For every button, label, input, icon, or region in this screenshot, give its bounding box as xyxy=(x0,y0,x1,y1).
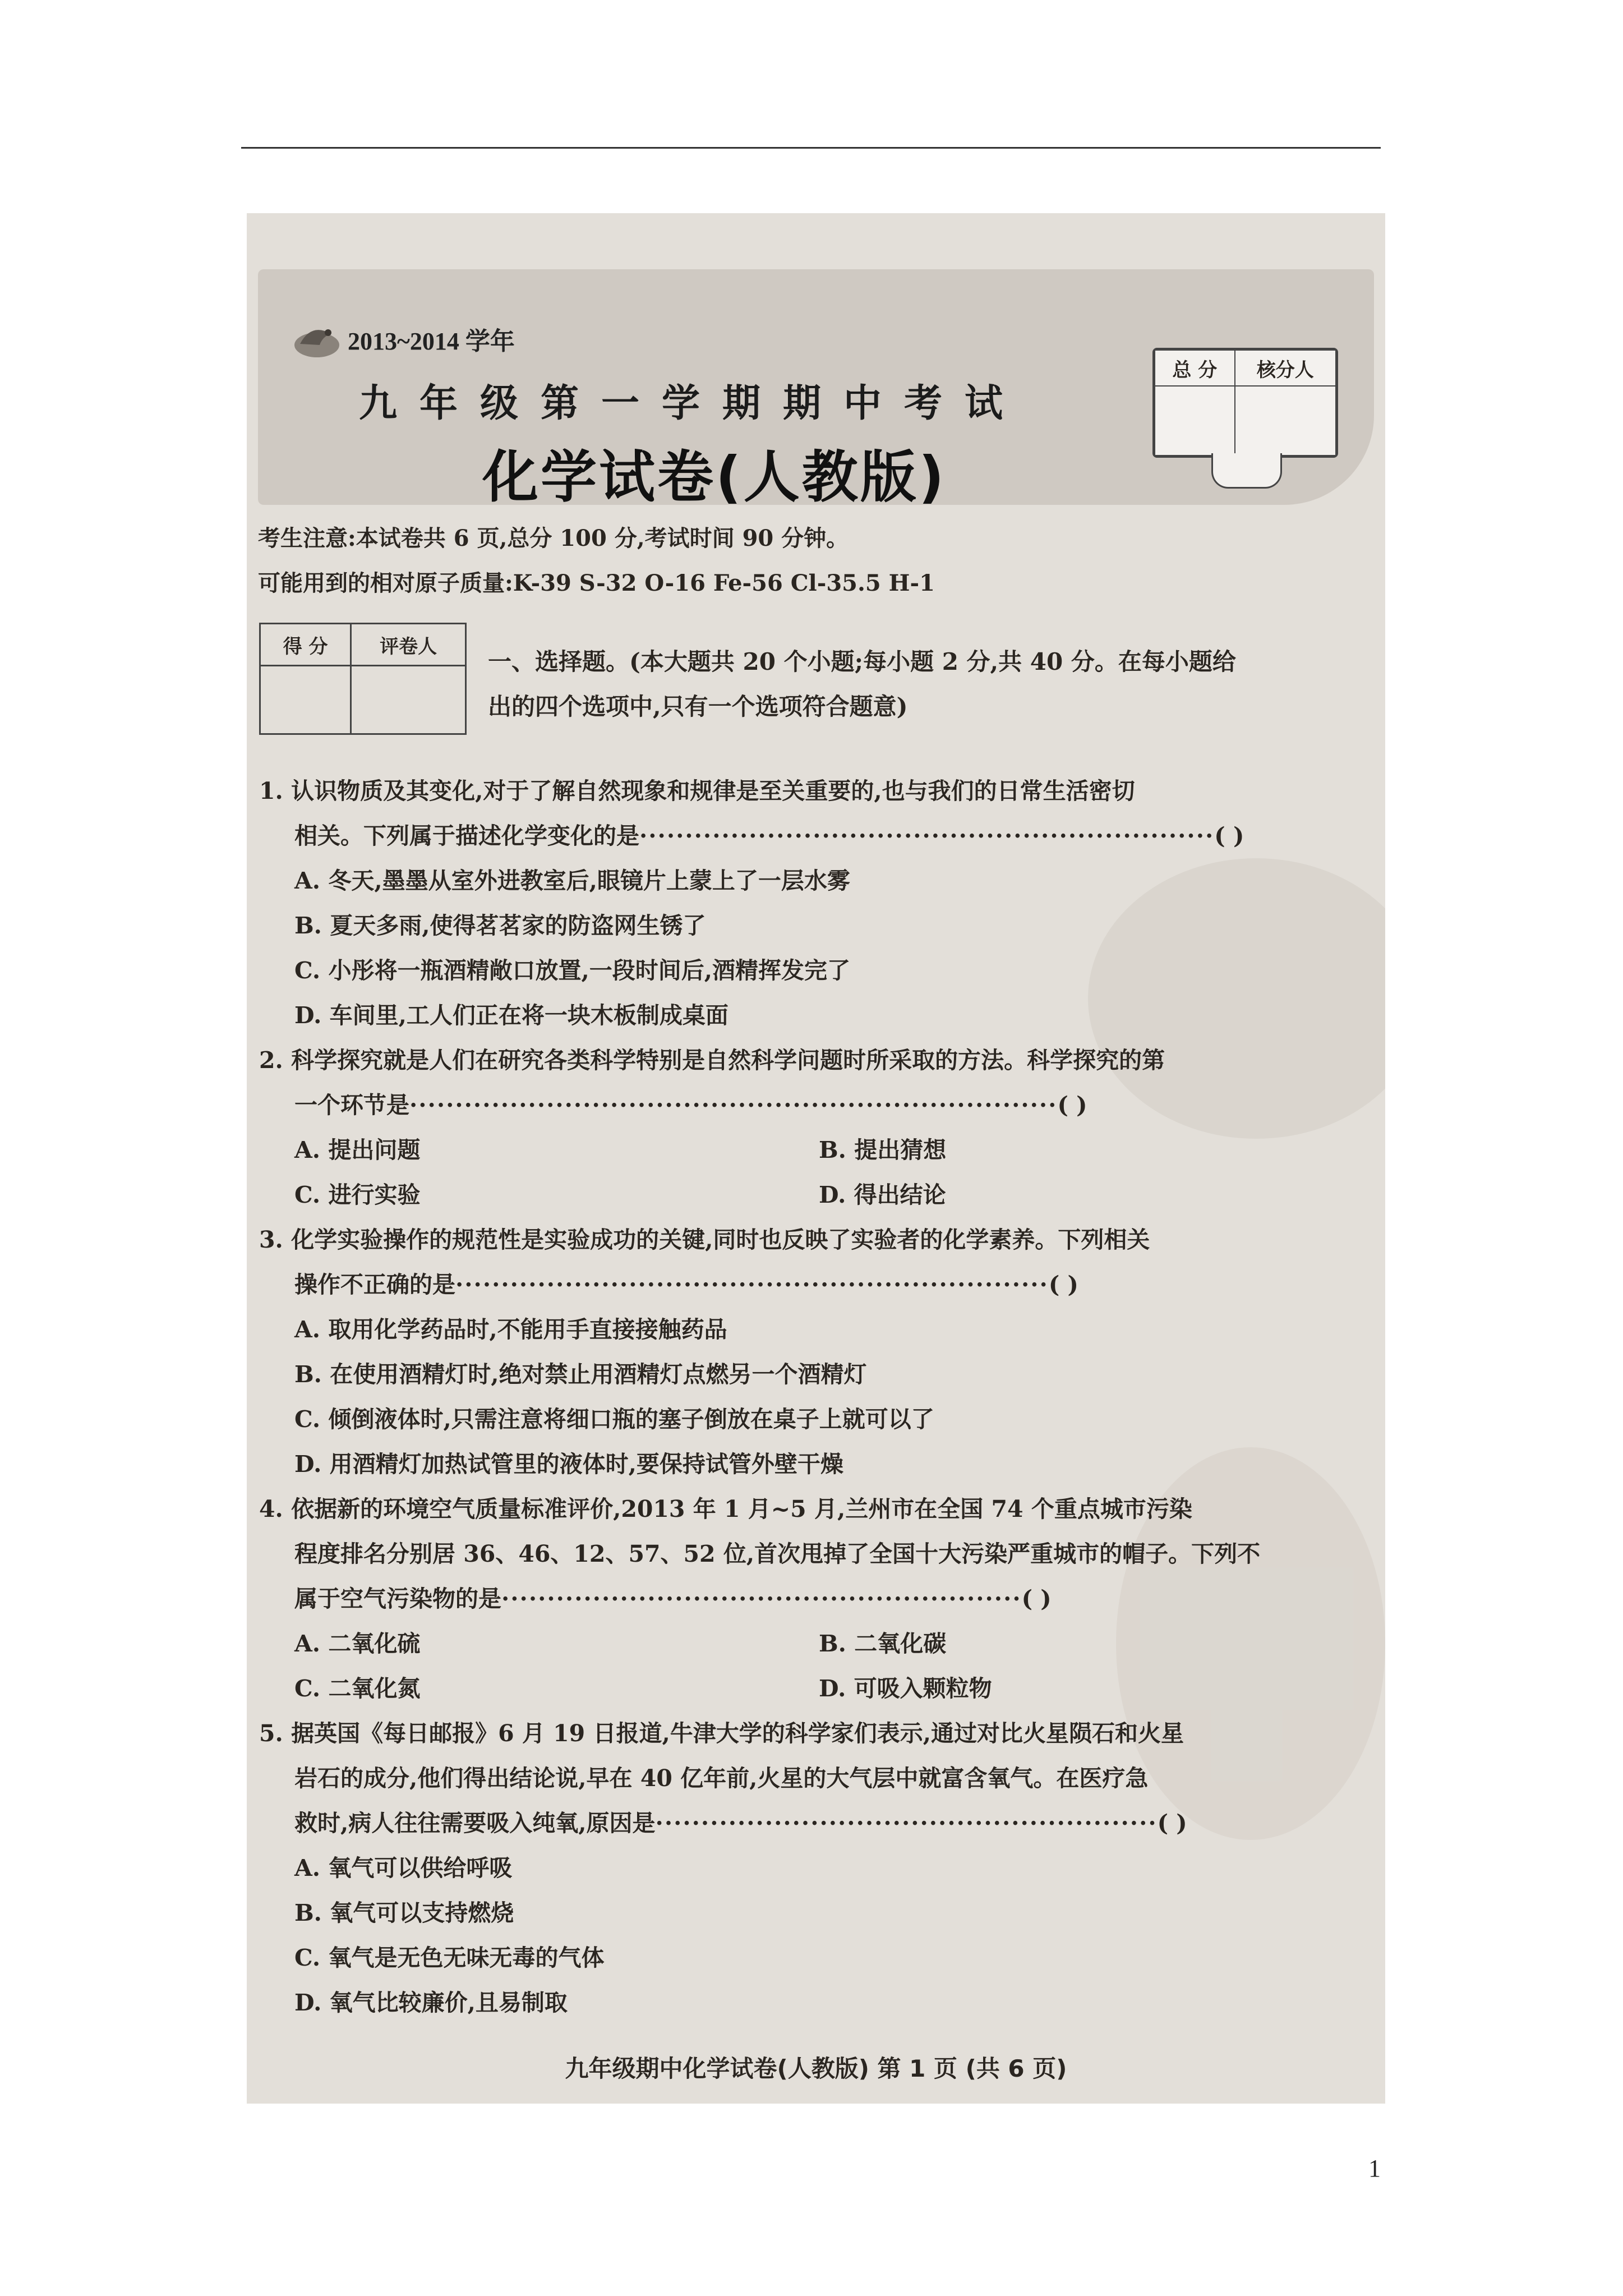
grader-label: 评卷人 xyxy=(351,624,466,666)
q3-option-a: A. 取用化学药品时,不能用手直接接触药品 xyxy=(294,1316,727,1343)
q2-option-d: D. 得出结论 xyxy=(819,1181,946,1208)
leader-dots: ······································································· xyxy=(409,1092,1058,1119)
q2-option-c: C. 进行实验 xyxy=(294,1181,421,1208)
q5-option-d: D. 氧气比较廉价,且易制取 xyxy=(294,1989,568,2016)
q2-stem-line-1: 2. 科学探究就是人们在研究各类科学特别是自然科学问题时所采取的方法。科学探究的第 xyxy=(259,1047,1165,1074)
q3-option-c: C. 倾倒液体时,只需注意将细口瓶的塞子倒放在桌子上就可以了 xyxy=(294,1406,934,1433)
leader-dots: ································································· xyxy=(455,1271,1049,1298)
q2-stem-line-2 xyxy=(294,1088,1087,1122)
q1-stem-line-1: 1. 认识物质及其变化,对于了解自然现象和规律是至关重要的,也与我们的日常生活密切 xyxy=(259,777,1135,804)
section-instruction-2: 出的四个选项中,只有一个选项符合题意) xyxy=(488,693,908,720)
q3-option-d: D. 用酒精灯加热试管里的液体时,要保持试管外壁干燥 xyxy=(294,1451,843,1478)
score-summary-box xyxy=(1152,348,1338,458)
section-score-label: 得 分 xyxy=(260,624,351,666)
answer-bracket: ( ) xyxy=(1214,822,1244,849)
paper-title: 化学试卷(人教版) xyxy=(482,444,947,510)
bleed-through-shadow xyxy=(1088,858,1385,1139)
exam-footer: 九年级期中化学试卷(人教版) 第 1 页 (共 6 页) xyxy=(565,2055,1067,2082)
q4-stem-text: 属于空气污染物的是 xyxy=(294,1585,501,1612)
answer-bracket: ( ) xyxy=(1157,1810,1187,1837)
q3-option-b: B. 在使用酒精灯时,绝对禁止用酒精灯点燃另一个酒精灯 xyxy=(294,1361,867,1388)
section-heading xyxy=(488,639,1363,729)
q4-stem-line-2: 程度排名分别居 36、46、12、57、52 位,首次甩掉了全国十大污染严重城市的帽子。下列不 xyxy=(294,1540,1261,1567)
q1-stem-line-2 xyxy=(294,819,1244,853)
q3-stem-line-2 xyxy=(294,1268,1078,1301)
exam-header-band xyxy=(258,269,1374,510)
q1-option-b: B. 夏天多雨,使得茗茗家的防盗网生锈了 xyxy=(294,912,706,939)
total-score-label: 总 分 xyxy=(1155,350,1235,386)
q4-option-c: C. 二氧化氮 xyxy=(294,1675,421,1702)
total-score-cell xyxy=(1155,386,1235,455)
q5-option-b: B. 氧气可以支持燃烧 xyxy=(294,1899,514,1926)
q4-option-d: D. 可吸入颗粒物 xyxy=(819,1675,992,1702)
q2-option-a: A. 提出问题 xyxy=(294,1137,421,1163)
exam-title: 九年级第一学期期中考试 xyxy=(359,381,1026,426)
grader-box xyxy=(259,623,467,735)
grader-cell xyxy=(351,666,466,734)
q4-option-b: B. 二氧化碳 xyxy=(819,1630,947,1657)
q5-option-a: A. 氧气可以供给呼吸 xyxy=(294,1855,513,1881)
q4-stem-line-3 xyxy=(294,1582,1052,1616)
leader-dots: ························································· xyxy=(501,1585,1022,1612)
page-number: 1 xyxy=(1368,2155,1381,2182)
q5-stem-line-3 xyxy=(294,1806,1187,1840)
q4-option-a: A. 二氧化硫 xyxy=(294,1630,421,1657)
q2-option-b: B. 提出猜想 xyxy=(819,1137,947,1163)
q1-option-a: A. 冬天,墨墨从室外进教室后,眼镜片上蒙上了一层水雾 xyxy=(294,867,850,894)
leader-dots: ······························································· xyxy=(639,822,1215,849)
checker-label: 核分人 xyxy=(1235,350,1336,386)
q5-stem-text: 救时,病人往往需要吸入纯氧,原因是 xyxy=(294,1810,656,1837)
leader-dots: ······················································· xyxy=(655,1810,1158,1837)
checker-cell xyxy=(1235,386,1336,455)
publisher-logo-icon xyxy=(292,317,345,362)
q1-stem-text: 相关。下列属于描述化学变化的是 xyxy=(294,822,639,849)
q4-stem-line-1: 4. 依据新的环境空气质量标准评价,2013 年 1 月~5 月,兰州市在全国 74 个重点城市污染 xyxy=(259,1496,1192,1522)
q3-stem-text: 操作不正确的是 xyxy=(294,1271,455,1298)
section-instruction-1: (本大题共 20 个小题;每小题 2 分,共 40 分。在每小题给 xyxy=(629,648,1236,675)
q3-stem-line-1: 3. 化学实验操作的规范性是实验成功的关键,同时也反映了实验者的化学素养。下列相关 xyxy=(259,1226,1150,1253)
q5-stem-line-2: 岩石的成分,他们得出结论说,早在 40 亿年前,火星的大气层中就富含氧气。在医疗急 xyxy=(294,1765,1149,1792)
section-title: 一、选择题。 xyxy=(488,648,630,675)
q5-stem-line-1: 5. 据英国《每日邮报》6 月 19 日报道,牛津大学的科学家们表示,通过对比火星陨石和火星 xyxy=(259,1720,1184,1747)
header-rule xyxy=(241,147,1381,149)
answer-bracket: ( ) xyxy=(1021,1585,1052,1612)
answer-bracket: ( ) xyxy=(1057,1092,1087,1119)
answer-bracket: ( ) xyxy=(1048,1271,1078,1298)
q2-stem-text: 一个环节是 xyxy=(294,1092,409,1119)
school-year: 2013~2014 学年 xyxy=(348,328,515,355)
exam-notice: 考生注意:本试卷共 6 页,总分 100 分,考试时间 90 分钟。 xyxy=(258,525,849,551)
q5-option-c: C. 氧气是无色无味无毒的气体 xyxy=(294,1944,605,1971)
q1-option-c: C. 小彤将一瓶酒精敞口放置,一段时间后,酒精挥发完了 xyxy=(294,957,851,984)
score-box-tab xyxy=(1211,453,1282,489)
scanned-exam-page xyxy=(247,213,1385,2104)
atomic-mass-line: 可能用到的相对原子质量:K-39 S-32 O-16 Fe-56 Cl-35.5 H-1 xyxy=(258,570,935,596)
q1-option-d: D. 车间里,工人们正在将一块木板制成桌面 xyxy=(294,1002,728,1029)
section-score-cell xyxy=(260,666,351,734)
